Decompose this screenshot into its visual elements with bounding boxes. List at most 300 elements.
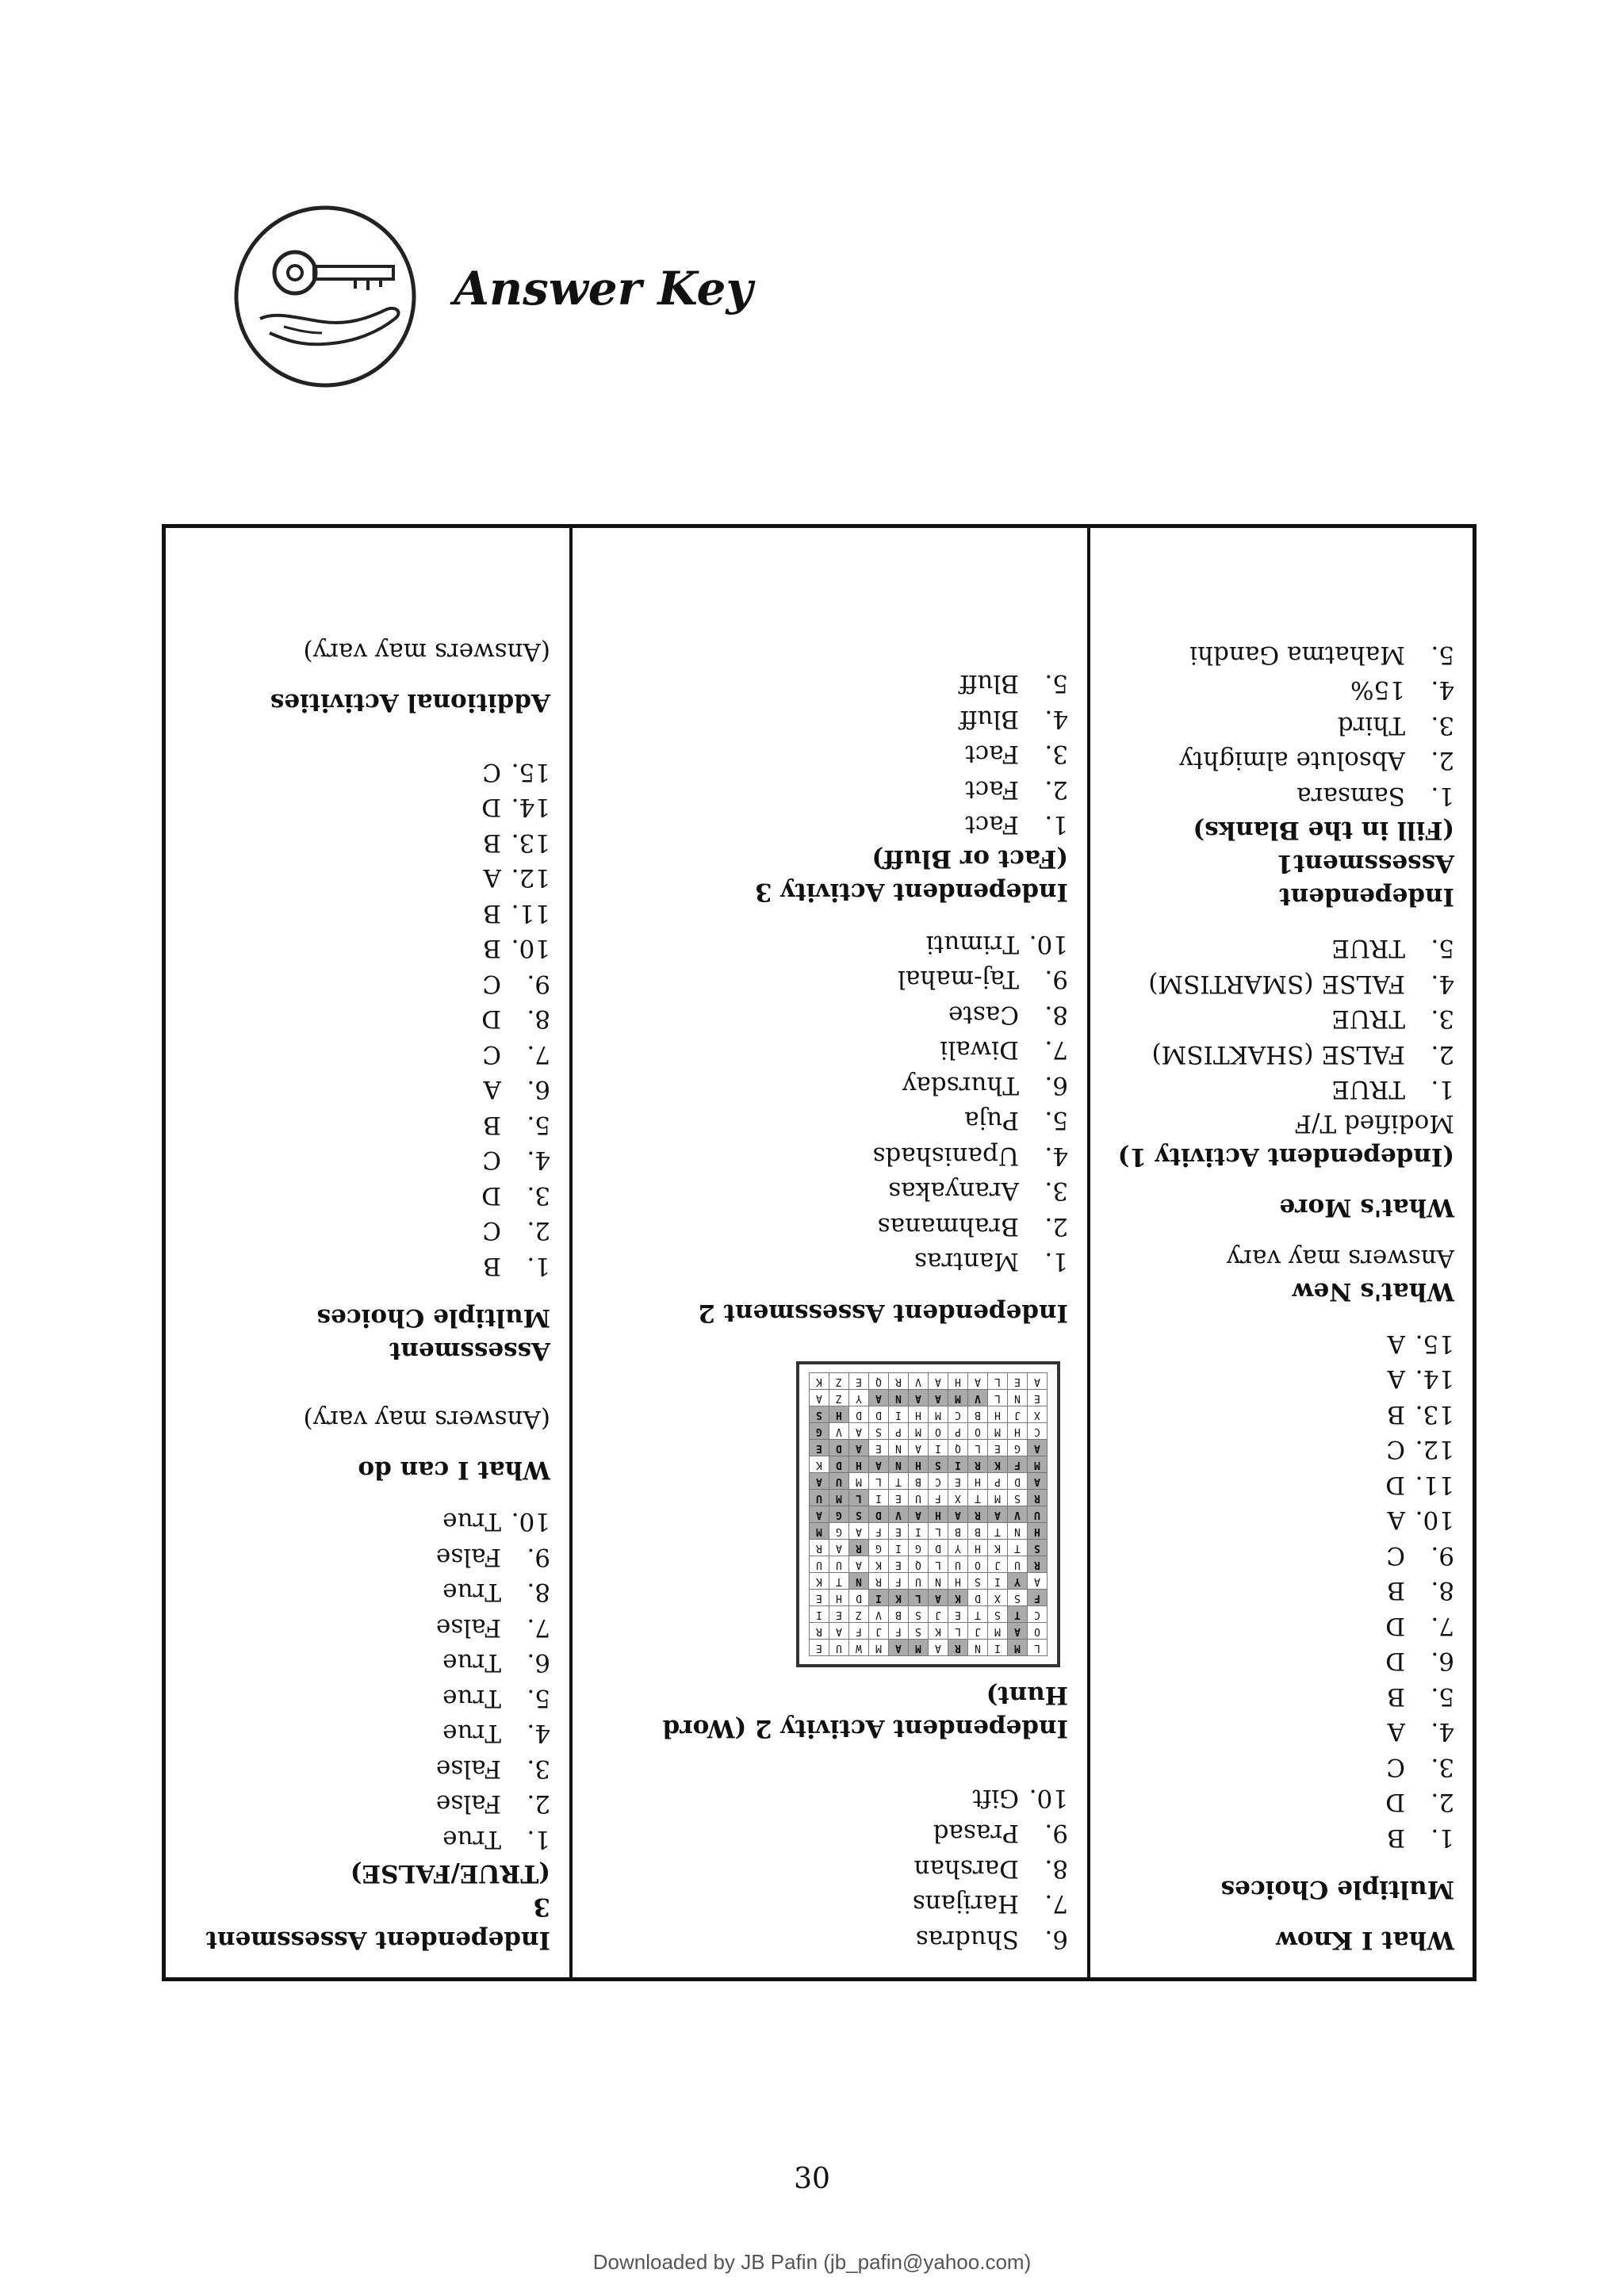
word-grid-cell: L bbox=[849, 1490, 869, 1506]
word-grid-cell: E bbox=[1008, 1373, 1028, 1390]
answer-text: A bbox=[1387, 1364, 1405, 1394]
word-grid-row bbox=[810, 1540, 1048, 1556]
word-grid-row bbox=[810, 1573, 1048, 1590]
word-grid-row bbox=[810, 1390, 1048, 1406]
answer-number: 3. bbox=[1431, 711, 1454, 740]
answer-number: 5. bbox=[1044, 669, 1068, 698]
word-grid-row bbox=[810, 1606, 1048, 1623]
answer-column-2 bbox=[573, 528, 1087, 1977]
answer-number: 5. bbox=[1044, 1106, 1068, 1135]
word-grid-cell: M bbox=[1008, 1640, 1028, 1656]
section-heading: What's More bbox=[1279, 1193, 1454, 1223]
answer-item bbox=[1109, 672, 1454, 708]
section-heading: What I Know bbox=[1276, 1926, 1454, 1954]
word-grid-cell: G bbox=[869, 1540, 889, 1556]
word-grid-cell: B bbox=[948, 1523, 968, 1540]
page-number: 30 bbox=[794, 2163, 830, 2195]
word-grid-cell: A bbox=[909, 1440, 929, 1456]
section-heading: Multiple Choices bbox=[1220, 1875, 1454, 1904]
answer-text: True bbox=[442, 1825, 501, 1854]
word-grid-cell: J bbox=[968, 1623, 988, 1640]
answer-text: Brahmanas bbox=[877, 1212, 1019, 1241]
answer-item bbox=[592, 1173, 1068, 1209]
word-grid-cell: G bbox=[829, 1506, 849, 1523]
answer-number: 9. bbox=[527, 970, 550, 998]
word-grid-cell: K bbox=[810, 1373, 829, 1390]
answer-text: True bbox=[442, 1578, 501, 1607]
answer-number: 10. bbox=[511, 1507, 550, 1536]
word-grid-row bbox=[810, 1490, 1048, 1506]
word-grid-cell: L bbox=[988, 1390, 1008, 1406]
page-title: Answer Key bbox=[454, 262, 753, 316]
word-grid-cell: L bbox=[909, 1590, 929, 1606]
word-grid-cell: Q bbox=[948, 1440, 968, 1456]
answer-item bbox=[1109, 1432, 1454, 1468]
word-grid-cell: N bbox=[889, 1440, 909, 1456]
answer-number: 7. bbox=[1431, 1612, 1454, 1640]
word-grid-cell: F bbox=[849, 1623, 869, 1640]
word-grid-cell: F bbox=[889, 1623, 909, 1640]
word-grid-cell: F bbox=[869, 1523, 889, 1540]
answer-item bbox=[1109, 708, 1454, 744]
answer-number: 4. bbox=[1044, 1142, 1068, 1170]
answer-list bbox=[1109, 1326, 1454, 1856]
word-grid-cell: W bbox=[849, 1640, 869, 1656]
answer-text: C bbox=[482, 1146, 501, 1175]
answer-text: Taj-mahal bbox=[897, 965, 1019, 994]
word-grid-cell: L bbox=[1028, 1640, 1048, 1656]
word-grid-cell: K bbox=[988, 1456, 1008, 1473]
section-subheading: (Fact or Bluff) bbox=[871, 844, 1068, 874]
section-note: (Answers may vary) bbox=[303, 637, 550, 667]
answer-text: True bbox=[442, 1719, 501, 1748]
word-grid-cell: B bbox=[909, 1473, 929, 1490]
answer-item bbox=[185, 1001, 550, 1037]
download-footer: Downloaded by JB Pafin (jb_pafin@yahoo.com) bbox=[592, 2250, 1032, 2274]
word-grid-cell: E bbox=[948, 1606, 968, 1623]
answer-number: 4. bbox=[1431, 1717, 1454, 1747]
word-grid-cell: I bbox=[929, 1440, 948, 1456]
word-grid-cell: A bbox=[810, 1506, 829, 1523]
word-grid-cell: E bbox=[1028, 1390, 1048, 1406]
word-grid-row bbox=[810, 1440, 1048, 1456]
word-grid-cell: F bbox=[929, 1490, 948, 1506]
answer-item bbox=[185, 1822, 550, 1858]
word-grid-cell: E bbox=[869, 1440, 889, 1456]
answer-text: Harijans bbox=[912, 1889, 1019, 1919]
answer-text: TRUE bbox=[1331, 934, 1405, 963]
answer-item bbox=[185, 1178, 550, 1214]
answer-item bbox=[592, 962, 1068, 997]
answer-item bbox=[592, 1922, 1068, 1957]
word-grid-cell: L bbox=[948, 1623, 968, 1640]
word-grid-cell: M bbox=[988, 1423, 1008, 1440]
word-grid-cell: A bbox=[929, 1590, 948, 1606]
word-grid-cell: A bbox=[968, 1373, 988, 1390]
word-grid-row bbox=[810, 1473, 1048, 1490]
word-grid-cell: R bbox=[869, 1573, 889, 1590]
answer-number: 3. bbox=[1044, 740, 1068, 769]
section-subheading: (Fill in the Blanks) bbox=[1193, 816, 1454, 844]
word-grid-cell: S bbox=[968, 1573, 988, 1590]
answer-item bbox=[592, 1886, 1068, 1922]
answer-number: 2. bbox=[1431, 1040, 1454, 1069]
word-grid-cell: T bbox=[1008, 1540, 1028, 1556]
word-grid-cell: U bbox=[1028, 1506, 1048, 1523]
answer-number: 3. bbox=[1431, 1004, 1454, 1034]
answer-text: A bbox=[483, 1075, 501, 1104]
word-grid-cell: A bbox=[1028, 1373, 1048, 1390]
answer-item bbox=[1109, 1820, 1454, 1856]
answer-text: Prasad bbox=[933, 1819, 1019, 1848]
word-grid-cell: T bbox=[829, 1573, 849, 1590]
answer-text: Mahatma Gandhi bbox=[1189, 641, 1405, 669]
answer-item bbox=[1109, 1609, 1454, 1644]
word-grid-cell: F bbox=[889, 1573, 909, 1590]
answer-key-logo bbox=[228, 200, 422, 393]
word-grid-cell: R bbox=[810, 1540, 829, 1556]
answer-text: B bbox=[483, 934, 501, 963]
word-grid-cell: A bbox=[829, 1540, 849, 1556]
word-grid-cell: A bbox=[929, 1373, 948, 1390]
answer-text: A bbox=[483, 863, 501, 893]
word-grid-cell: P bbox=[948, 1423, 968, 1440]
word-grid-cell: V bbox=[829, 1423, 849, 1440]
answer-number: 6. bbox=[1044, 1925, 1068, 1954]
word-grid-cell: E bbox=[889, 1523, 909, 1540]
word-grid-cell: C bbox=[948, 1406, 968, 1423]
answer-item bbox=[185, 1072, 550, 1108]
answer-item bbox=[185, 896, 550, 932]
word-grid-cell: H bbox=[968, 1473, 988, 1490]
answer-text: Fact bbox=[965, 810, 1019, 840]
answer-number: 3. bbox=[527, 1181, 550, 1210]
word-grid-cell: P bbox=[988, 1473, 1008, 1490]
word-grid-row bbox=[810, 1456, 1048, 1473]
answer-text: B bbox=[483, 1252, 501, 1280]
answer-text: FALSE (SMARTISM) bbox=[1148, 970, 1405, 998]
word-grid-cell: X bbox=[988, 1590, 1008, 1606]
word-grid-cell: A bbox=[869, 1390, 889, 1406]
word-grid-cell: Z bbox=[829, 1373, 849, 1390]
word-grid-cell: U bbox=[810, 1556, 829, 1573]
word-grid-cell: A bbox=[1008, 1623, 1028, 1640]
answer-text: C bbox=[482, 1216, 501, 1246]
word-grid-cell: H bbox=[1008, 1423, 1028, 1440]
word-grid-cell: B bbox=[889, 1606, 909, 1623]
word-grid-cell: U bbox=[829, 1556, 849, 1573]
word-grid-cell: S bbox=[909, 1606, 929, 1623]
answer-item bbox=[592, 1851, 1068, 1887]
word-grid-row bbox=[810, 1640, 1048, 1656]
word-grid-cell: A bbox=[948, 1506, 968, 1523]
word-grid-cell: S bbox=[1008, 1490, 1028, 1506]
word-grid-cell: I bbox=[909, 1523, 929, 1540]
word-grid-cell: E bbox=[810, 1440, 829, 1456]
word-grid-cell: E bbox=[988, 1440, 1008, 1456]
answer-item bbox=[592, 737, 1068, 772]
word-grid-cell: H bbox=[929, 1506, 948, 1523]
answer-item bbox=[1109, 931, 1454, 966]
word-grid-cell: Y bbox=[849, 1390, 869, 1406]
answer-text: D bbox=[481, 1004, 501, 1034]
word-grid-cell: J bbox=[1008, 1406, 1028, 1423]
answer-text: Thursday bbox=[902, 1071, 1019, 1100]
answer-item bbox=[592, 1781, 1068, 1816]
answer-item bbox=[185, 825, 550, 861]
answer-text: D bbox=[481, 793, 501, 822]
word-grid-cell: H bbox=[948, 1373, 968, 1390]
answer-text: C bbox=[1386, 1435, 1405, 1464]
word-grid-cell: G bbox=[810, 1423, 829, 1440]
word-grid-cell: N bbox=[889, 1456, 909, 1473]
word-grid-cell: V bbox=[968, 1390, 988, 1406]
word-grid-cell: F bbox=[1028, 1590, 1048, 1606]
word-grid-cell: G bbox=[1008, 1440, 1028, 1456]
word-grid-cell: V bbox=[1008, 1506, 1028, 1523]
answer-number: 5. bbox=[1431, 641, 1454, 669]
word-grid-cell: I bbox=[889, 1540, 909, 1556]
word-grid-cell: M bbox=[909, 1423, 929, 1440]
word-grid-cell: N bbox=[1008, 1390, 1028, 1406]
answer-number: 12. bbox=[511, 863, 550, 893]
word-grid-cell: A bbox=[929, 1640, 948, 1656]
answer-text: Fact bbox=[965, 775, 1019, 804]
answer-text: B bbox=[483, 1111, 501, 1139]
word-grid-cell: T bbox=[1008, 1606, 1028, 1623]
word-grid-row bbox=[810, 1506, 1048, 1523]
word-grid-cell: D bbox=[1008, 1473, 1028, 1490]
answer-number: 4. bbox=[1431, 970, 1454, 998]
answer-item bbox=[185, 1716, 550, 1751]
word-grid-cell: S bbox=[929, 1456, 948, 1473]
word-grid-cell: M bbox=[829, 1490, 849, 1506]
word-grid-cell: A bbox=[1028, 1473, 1048, 1490]
word-hunt-grid bbox=[796, 1362, 1060, 1668]
answer-number: 8. bbox=[1044, 1854, 1068, 1883]
answer-item bbox=[185, 1540, 550, 1575]
word-grid-cell: S bbox=[810, 1406, 829, 1423]
answer-number: 8. bbox=[1044, 1001, 1068, 1029]
word-grid-cell: U bbox=[948, 1556, 968, 1573]
section-subheading: Multiple Choices bbox=[316, 1303, 550, 1332]
word-grid-cell: E bbox=[889, 1556, 909, 1573]
word-grid-cell: R bbox=[849, 1540, 869, 1556]
answer-text: D bbox=[1385, 1471, 1405, 1499]
word-grid-row bbox=[810, 1373, 1048, 1390]
word-grid-cell: S bbox=[988, 1606, 1008, 1623]
word-grid-cell: N bbox=[1008, 1523, 1028, 1540]
answer-text: TRUE bbox=[1331, 1004, 1405, 1034]
answer-number: 1. bbox=[527, 1825, 550, 1854]
word-grid-cell: Q bbox=[869, 1373, 889, 1390]
section-heading: Independent Assessment 3 bbox=[205, 1892, 550, 1954]
answer-item bbox=[592, 1209, 1068, 1245]
answer-item bbox=[592, 1068, 1068, 1104]
word-grid-cell: B bbox=[968, 1523, 988, 1540]
answer-number: 9. bbox=[1431, 1541, 1454, 1570]
word-grid-cell: K bbox=[929, 1623, 948, 1640]
word-grid-row bbox=[810, 1556, 1048, 1573]
word-grid-cell: M bbox=[988, 1623, 1008, 1640]
word-grid-cell: O bbox=[929, 1423, 948, 1440]
word-grid-cell: A bbox=[909, 1390, 929, 1406]
word-grid-cell: A bbox=[810, 1390, 829, 1406]
answer-item bbox=[592, 702, 1068, 737]
answer-column-3 bbox=[166, 528, 569, 1977]
word-grid-cell: A bbox=[849, 1423, 869, 1440]
word-grid-cell: E bbox=[810, 1640, 829, 1656]
word-grid-cell: S bbox=[869, 1423, 889, 1440]
answer-item bbox=[592, 1138, 1068, 1174]
word-grid-cell: A bbox=[1028, 1440, 1048, 1456]
word-grid-cell: I bbox=[988, 1640, 1008, 1656]
answer-item bbox=[185, 1645, 550, 1681]
answer-text: False bbox=[435, 1543, 501, 1571]
word-grid-cell: E bbox=[810, 1590, 829, 1606]
word-grid-cell: L bbox=[988, 1373, 1008, 1390]
answer-number: 2. bbox=[1044, 1212, 1068, 1241]
answer-text: A bbox=[1387, 1506, 1405, 1535]
word-grid-cell: M bbox=[1028, 1456, 1048, 1473]
answer-text: Trimuti bbox=[925, 930, 1019, 959]
answer-number: 7. bbox=[527, 1613, 550, 1642]
word-grid-cell: C bbox=[929, 1473, 948, 1490]
word-grid-cell: R bbox=[968, 1506, 988, 1523]
word-grid-cell: H bbox=[829, 1406, 849, 1423]
word-grid-cell: V bbox=[909, 1373, 929, 1390]
word-grid-cell: X bbox=[948, 1490, 968, 1506]
word-grid-cell: M bbox=[869, 1640, 889, 1656]
answer-item bbox=[1109, 743, 1454, 779]
word-grid-cell: S bbox=[909, 1623, 929, 1640]
answer-item bbox=[185, 1142, 550, 1178]
word-grid-cell: G bbox=[829, 1523, 849, 1540]
word-grid-cell: D bbox=[968, 1590, 988, 1606]
word-grid-cell: N bbox=[968, 1640, 988, 1656]
answer-text: C bbox=[1386, 1541, 1405, 1570]
answer-item bbox=[185, 1213, 550, 1249]
answer-key-table bbox=[162, 524, 1477, 1981]
answer-number: 5. bbox=[1431, 934, 1454, 963]
answer-number: 9. bbox=[527, 1543, 550, 1571]
answer-number: 2. bbox=[1431, 1788, 1454, 1817]
answer-number: 15. bbox=[511, 758, 550, 786]
answer-item bbox=[1109, 1538, 1454, 1574]
answer-item bbox=[185, 860, 550, 896]
answer-number: 10. bbox=[1415, 1506, 1454, 1535]
answer-number: 10. bbox=[511, 934, 550, 963]
word-grid-cell: H bbox=[849, 1456, 869, 1473]
key-in-hand-icon bbox=[228, 200, 422, 393]
word-grid-cell: R bbox=[810, 1623, 829, 1640]
answer-text: Samsara bbox=[1297, 782, 1405, 810]
word-grid-cell: I bbox=[948, 1456, 968, 1473]
word-grid-cell: T bbox=[968, 1490, 988, 1506]
answer-text: Shudras bbox=[915, 1925, 1019, 1954]
answer-number: 6. bbox=[1431, 1647, 1454, 1676]
answer-item bbox=[1109, 1750, 1454, 1785]
answer-number: 3. bbox=[1431, 1753, 1454, 1781]
answer-number: 7. bbox=[527, 1040, 550, 1069]
word-grid-cell: U bbox=[1008, 1556, 1028, 1573]
answer-item bbox=[1109, 1785, 1454, 1820]
word-grid-cell: U bbox=[909, 1490, 929, 1506]
answer-text: B bbox=[1387, 1823, 1405, 1852]
answer-text: D bbox=[481, 1181, 501, 1210]
answer-text: B bbox=[1387, 1682, 1405, 1711]
word-grid-cell: J bbox=[929, 1606, 948, 1623]
word-grid-cell: I bbox=[988, 1573, 1008, 1590]
word-grid-cell: I bbox=[889, 1406, 909, 1423]
word-grid-cell: A bbox=[829, 1623, 849, 1640]
answer-number: 1. bbox=[1431, 1075, 1454, 1104]
word-grid-cell: M bbox=[948, 1390, 968, 1406]
word-grid-cell: D bbox=[869, 1406, 889, 1423]
answer-number: 12. bbox=[1415, 1435, 1454, 1464]
section-heading: Independent Assessment 2 bbox=[698, 1299, 1068, 1328]
answer-item bbox=[1109, 1644, 1454, 1679]
word-grid-cell: M bbox=[849, 1473, 869, 1490]
answer-item bbox=[1109, 1072, 1454, 1108]
answer-number: 4. bbox=[527, 1146, 550, 1175]
answer-item bbox=[1109, 1573, 1454, 1609]
word-grid-cell: Z bbox=[829, 1390, 849, 1406]
word-grid-cell: O bbox=[968, 1556, 988, 1573]
word-grid-cell: M bbox=[929, 1406, 948, 1423]
word-grid-cell: L bbox=[929, 1556, 948, 1573]
answer-item bbox=[1109, 1397, 1454, 1433]
answer-text: Upanishads bbox=[872, 1142, 1019, 1170]
answer-item bbox=[185, 1037, 550, 1073]
answer-number: 10. bbox=[1028, 930, 1068, 959]
word-grid-cell: D bbox=[829, 1440, 849, 1456]
word-grid-cell: I bbox=[869, 1590, 889, 1606]
word-grid-cell: A bbox=[849, 1556, 869, 1573]
section-heading: Assessment bbox=[389, 1337, 550, 1365]
word-grid-cell: H bbox=[988, 1406, 1008, 1423]
word-grid-cell: H bbox=[909, 1406, 929, 1423]
answer-text: Puja bbox=[964, 1106, 1019, 1135]
answer-number: 13. bbox=[1415, 1400, 1454, 1429]
word-grid-cell: H bbox=[829, 1590, 849, 1606]
answer-number: 7. bbox=[1044, 1889, 1068, 1919]
answer-text: Gift bbox=[972, 1784, 1019, 1812]
answer-text: A bbox=[1387, 1717, 1405, 1747]
word-grid-cell: A bbox=[929, 1390, 948, 1406]
word-grid-cell: S bbox=[849, 1506, 869, 1523]
answer-list bbox=[185, 1504, 550, 1857]
word-grid-cell: Z bbox=[849, 1606, 869, 1623]
answer-item bbox=[185, 1504, 550, 1540]
word-grid-cell: R bbox=[1028, 1490, 1048, 1506]
answer-number: 2. bbox=[1431, 746, 1454, 775]
word-grid-cell: Q bbox=[909, 1556, 929, 1573]
answer-text: C bbox=[482, 970, 501, 998]
word-grid-cell: H bbox=[968, 1540, 988, 1556]
answer-text: True bbox=[442, 1648, 501, 1678]
answer-number: 8. bbox=[527, 1004, 550, 1034]
word-grid-cell: N bbox=[889, 1390, 909, 1406]
answer-text: False bbox=[435, 1789, 501, 1819]
answer-item bbox=[185, 790, 550, 825]
answer-text: Third bbox=[1337, 711, 1405, 740]
word-grid-cell: I bbox=[810, 1606, 829, 1623]
word-grid-row bbox=[810, 1406, 1048, 1423]
answer-item bbox=[185, 1108, 550, 1143]
answer-text: Absolute almighty bbox=[1179, 746, 1405, 775]
section-note: Answers may vary bbox=[1226, 1244, 1454, 1273]
